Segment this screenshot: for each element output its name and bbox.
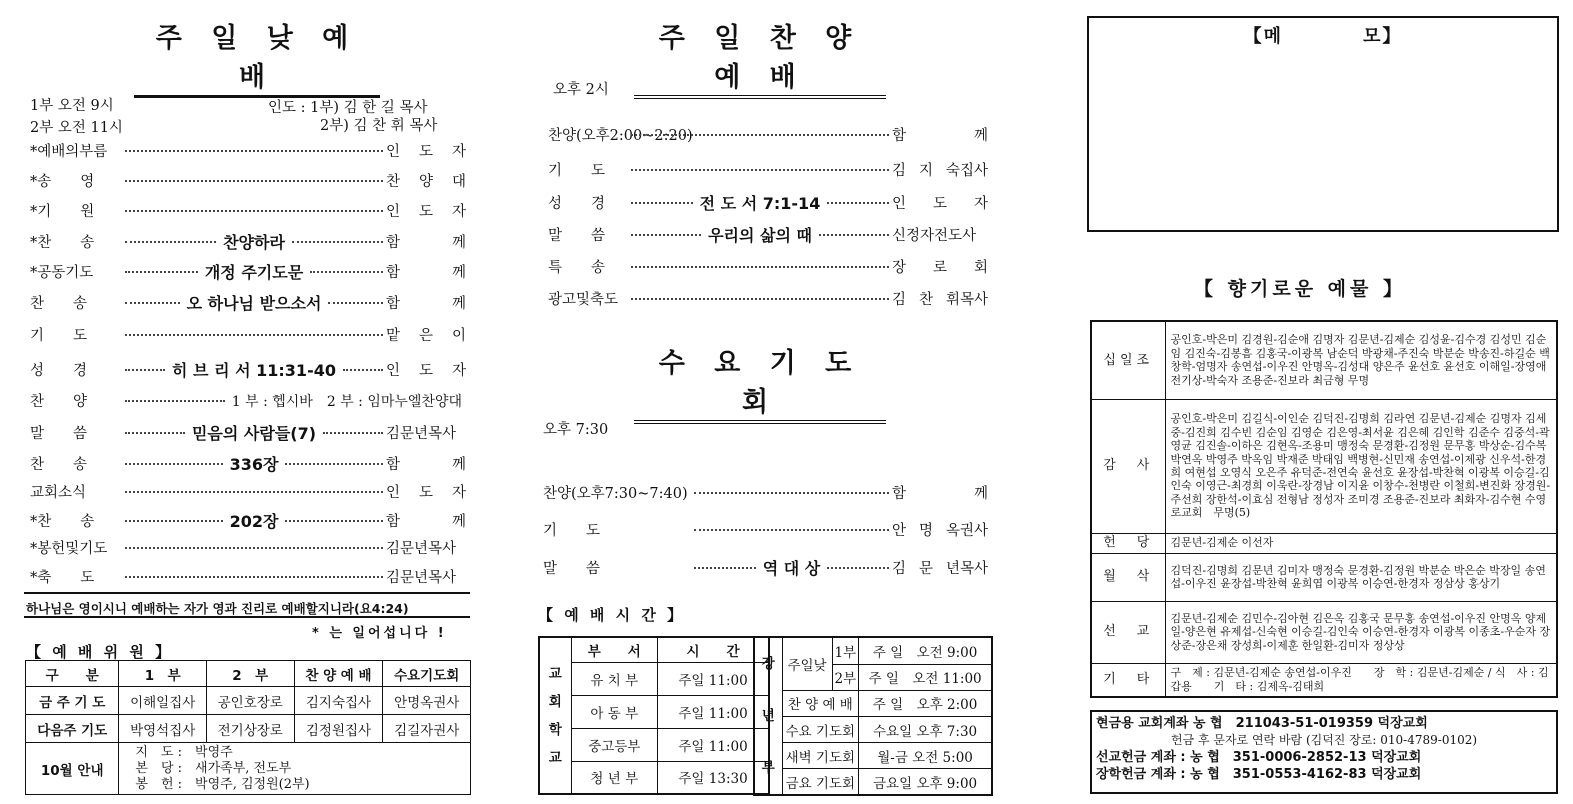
bank-info-box xyxy=(1090,710,1558,794)
praise-service-title: 주 일 찬 양 예 배 xyxy=(634,16,886,99)
adult-time: 금요일 오후 9:00 xyxy=(859,769,992,795)
table-row xyxy=(754,716,992,742)
order-row xyxy=(30,358,466,381)
leader-dots xyxy=(631,169,889,171)
order-person: 함 께 xyxy=(892,486,988,502)
bank-account-main: 현금용 교회계좌 농 협 211043-51-019359 덕장교회 xyxy=(1096,716,1428,731)
adult-service: 새벽 기도회 xyxy=(782,743,859,769)
leader-dots xyxy=(694,567,756,569)
committee-cell: 김정원집사 xyxy=(294,715,383,743)
school-time: 주일 11:00 xyxy=(658,728,769,761)
table-row xyxy=(1091,533,1557,553)
offering-category: 헌 당 xyxy=(1091,533,1165,553)
adult-time: 주 일 오후 2:00 xyxy=(859,690,992,716)
leader-dots xyxy=(125,369,165,371)
order-label: 특 송 xyxy=(548,260,606,276)
order-content: 개정 주기도문 xyxy=(204,263,304,282)
order-row xyxy=(548,159,988,180)
table-row xyxy=(1091,663,1557,697)
adult-label-char: 년 xyxy=(761,708,775,724)
order-row xyxy=(30,566,466,587)
order-row xyxy=(30,452,466,475)
school-dept: 중고등부 xyxy=(571,728,658,761)
order-row xyxy=(548,124,988,145)
leader-dots xyxy=(827,202,889,204)
order-person: 김문년목사 xyxy=(386,570,457,586)
leader-dots xyxy=(631,234,701,236)
offering-category: 십일조 xyxy=(1091,321,1165,399)
leader-dots xyxy=(125,576,383,578)
bank-account-mission: 선교헌금 계좌 : 농 협 351-0006-2852-13 덕장교회 xyxy=(1096,750,1422,765)
october-info xyxy=(119,743,471,795)
order-row xyxy=(30,230,466,253)
offering-category: 감 사 xyxy=(1091,399,1165,533)
leader-1: 인도 : 1부) 김 한 길 목사 xyxy=(268,100,428,116)
leader-dots xyxy=(125,491,383,493)
order-row xyxy=(30,324,466,345)
order-content: 202장 xyxy=(229,512,279,531)
order-person: 김 찬 휘목사 xyxy=(892,292,988,308)
leader-dots xyxy=(694,492,889,494)
school-label-char: 학 xyxy=(548,721,562,738)
order-person: 함 께 xyxy=(386,265,466,281)
leader-dots xyxy=(819,234,889,236)
table-row xyxy=(754,769,992,795)
committee-header: 2 부 xyxy=(206,661,294,687)
order-label: 기 도 xyxy=(548,163,606,179)
offering-names: 공인호-박은미 김경원-김순애 김명자 김문년-김제순 김성윤-김수경 김성민 김순임 김진숙-김봉흠 김홍국-이광복 남순덕 박광채-주진숙 박분순 박송진-하길순 백창학-엄명자 송연섭-이우진 안명옥-김성대 양은주 윤선호 윤선호 이해일-장영애 전기상-박숙자 조용준-진보라 최금형 무명 xyxy=(1165,321,1557,399)
order-label: *찬 송 xyxy=(30,235,95,251)
offering-names: 공인호-박은미 김길식-이인순 김덕진-김명희 김라연 김문년-김제순 김명자 김세중-김진희 김수빈 김순임 김영순 김은영-최서윤 김은혜 김인학 김준수 김중석-곽영균 김진솔-이하은 김현옥-조용미 맹정숙 문경환-김정원 문무홍 박상순-김수복 박연옥 박영주 박옥임 박재준 박태임 백병현-신민재 송연섭-이제광 신우석-한경희 여현섭 오영식 오은주 유덕준-전연숙 윤선호 윤장섭-박찬혁 이광복 이승길-김인숙 이영근-최경희 이욱란-장경남 이지윤 이창수-천병란 이철희-변진화 장경원-주선희 장한석-이효심 전형남 정성자 조미경 조용준-진보라 최화자-김수현 수영로교회 무명(5) xyxy=(1165,399,1557,533)
table-row xyxy=(539,662,769,695)
school-label-char: 교 xyxy=(548,749,562,766)
sunday-service-title: 주 일 낮 예 배 xyxy=(134,16,380,98)
order-label: *기 원 xyxy=(30,204,95,220)
offering-category: 월 삭 xyxy=(1091,553,1165,601)
order-row xyxy=(548,288,988,309)
committee-cell: 금 주 기 도 xyxy=(26,687,119,715)
leader-dots xyxy=(285,520,383,522)
order-row xyxy=(30,390,466,411)
adult-label-char: 부 xyxy=(761,760,775,776)
school-time: 주일 11:00 xyxy=(658,662,769,695)
table-row xyxy=(754,690,992,716)
table-row xyxy=(1091,601,1557,663)
october-label: 10월 안내 xyxy=(26,743,119,795)
order-person: 인 도 자 xyxy=(386,204,466,220)
leader-dots xyxy=(292,241,383,243)
committee-table xyxy=(25,660,471,795)
committee-header: 찬 양 예 배 xyxy=(294,661,383,687)
order-row xyxy=(548,191,988,214)
offering-names: 김문년-김제순 김민수-김아현 김은옥 김홍국 문무홍 송연섭-이우진 안명옥 양제일-양은현 유제섭-신숙현 이승길-김인숙 이승연-한경자 이광복 이종초-우순자 장상준-장은채 장성희-이제훈 한일환-김미자 정상상 xyxy=(1165,601,1557,663)
leader-dots xyxy=(125,400,225,402)
order-label: 찬 양 xyxy=(30,394,88,410)
order-row xyxy=(30,481,466,502)
order-person: 함 께 xyxy=(386,514,467,530)
order-label: *예배의부름 xyxy=(30,144,108,160)
table-row xyxy=(539,728,769,761)
leader-dots xyxy=(125,463,223,465)
order-row xyxy=(548,256,988,277)
order-person: 인 도 자 xyxy=(386,363,467,379)
leader-dots xyxy=(631,298,889,300)
order-person: 인 도 자 xyxy=(386,485,466,501)
order-person: 찬 양 대 xyxy=(386,174,466,190)
table-row xyxy=(754,637,992,664)
school-time: 주일 13:30 xyxy=(658,761,769,794)
wednesday-service-title: 수 요 기 도 회 xyxy=(634,341,886,424)
adult-schedule-table xyxy=(753,636,993,796)
leader-dots xyxy=(125,302,180,304)
offering-category: 기 타 xyxy=(1091,663,1165,697)
adult-label-char: 장 xyxy=(761,656,775,672)
leader-dots xyxy=(125,547,383,549)
service-time-1: 1부 오전 9시 xyxy=(30,98,114,114)
order-label: 말 씀 xyxy=(30,426,88,442)
stand-note: * 는 일어섭니다 ! xyxy=(312,626,447,641)
offering-names: 김덕진-김명희 김문년 김미자 맹정숙 문경환-김정원 박분순 박은순 박장일 송연섭-이우진 윤장섭-박찬혁 윤희엽 이광복 이승연-한경자 정삼상 홍상기 xyxy=(1165,553,1557,601)
leader-dots xyxy=(285,463,383,465)
verse-box xyxy=(24,592,470,618)
committee-cell: 전기상장로 xyxy=(206,715,294,743)
order-person: 인 도 자 xyxy=(892,196,988,212)
leader-2: 2부) 김 찬 휘 목사 xyxy=(320,118,438,134)
offering-title: 【 향기로운 예물 】 xyxy=(1194,278,1406,300)
order-label: *찬 송 xyxy=(30,514,95,530)
adult-time: 수요일 오후 7:30 xyxy=(859,716,992,742)
leader-dots xyxy=(631,266,889,268)
schedule-title: 【 예 배 시 간 】 xyxy=(538,606,686,624)
order-content: 우리의 삶의 때 xyxy=(708,226,812,245)
leader-dots xyxy=(343,369,383,371)
leader-dots xyxy=(125,180,383,182)
leader-dots xyxy=(125,520,223,522)
table-row xyxy=(26,687,471,715)
order-content: 오 하나님 받으소서 xyxy=(186,294,322,313)
order-person: 함 께 xyxy=(386,296,467,312)
order-label: 찬양(오후7:30~7:40) xyxy=(543,486,688,502)
order-content: 히 브 리 서 11:31-40 xyxy=(172,361,336,380)
order-row xyxy=(30,200,466,221)
school-label-char: 교 xyxy=(548,665,562,682)
order-label: 말 씀 xyxy=(548,228,606,244)
order-label: *송 영 xyxy=(30,174,95,190)
order-person: 맡 은 이 xyxy=(386,328,466,344)
october-line: 봉 헌 : 박영주, 김정원(2부) xyxy=(135,776,310,792)
order-label: 말 씀 xyxy=(543,561,601,577)
leader-dots xyxy=(125,432,185,434)
table-row xyxy=(1091,553,1557,601)
order-label: 광고및축도 xyxy=(548,292,619,308)
school-dept: 아 동 부 xyxy=(571,695,658,728)
order-row xyxy=(548,223,988,246)
memo-title: 【메 모】 xyxy=(1243,26,1403,47)
order-content: 336장 xyxy=(229,455,279,474)
leader-dots xyxy=(310,271,383,273)
committee-title: 【 예 배 위 원 】 xyxy=(26,643,174,661)
order-person: 김문년목사 xyxy=(386,541,457,557)
school-schedule-table xyxy=(538,636,770,795)
order-content: 전 도 서 7:1-14 xyxy=(699,194,821,213)
order-label: 찬 송 xyxy=(30,457,88,473)
leader-dots xyxy=(328,302,383,304)
adult-part: 2부 xyxy=(832,664,859,690)
adult-part: 1부 xyxy=(832,637,859,664)
order-label: *축 도 xyxy=(30,570,95,586)
order-person: 김 지 숙집사 xyxy=(892,163,988,179)
order-person: 함 께 xyxy=(892,128,988,144)
adult-service: 수요 기도회 xyxy=(782,716,859,742)
order-row xyxy=(30,291,466,314)
adult-time: 월-금 오전 5:00 xyxy=(859,743,992,769)
order-row xyxy=(543,519,988,540)
order-label: *공동기도 xyxy=(30,265,94,281)
committee-cell: 김길자권사 xyxy=(383,715,471,743)
leader-dots xyxy=(125,210,383,212)
school-dept: 유 치 부 xyxy=(571,662,658,695)
offering-category: 선 교 xyxy=(1091,601,1165,663)
order-label: 찬양(오후2:00~2:20) xyxy=(548,128,693,144)
order-person: 함 께 xyxy=(386,457,467,473)
leader-dots xyxy=(694,529,889,531)
order-label: *봉헌및기도 xyxy=(30,541,108,557)
committee-cell: 박영석집사 xyxy=(119,715,207,743)
order-content: 1 부 : 헵시바 2 부 : 임마누엘찬양대 xyxy=(231,393,462,410)
order-label: 기 도 xyxy=(543,523,601,539)
order-person: 김 문 년목사 xyxy=(892,561,989,577)
school-dept: 청 년 부 xyxy=(571,761,658,794)
offering-table xyxy=(1090,320,1558,698)
adult-label xyxy=(754,637,782,795)
order-row xyxy=(30,537,466,558)
order-person: 인 도 자 xyxy=(386,144,466,160)
committee-cell: 공인호장로 xyxy=(206,687,294,715)
school-header: 부 서 xyxy=(571,637,658,662)
leader-dots xyxy=(631,134,889,136)
leader-dots xyxy=(827,567,889,569)
committee-cell: 다음주 기도 xyxy=(26,715,119,743)
october-row xyxy=(26,743,471,795)
order-label: 성 경 xyxy=(30,363,88,379)
school-label xyxy=(539,637,571,794)
leader-dots xyxy=(631,202,693,204)
order-person: 신정자전도사 xyxy=(892,228,977,244)
verse-text: 하나님은 영이시니 예배하는 자가 영과 진리로 예배할지니라(요4:24) xyxy=(26,601,409,616)
october-line: 본 당 : 새가족부, 전도부 xyxy=(135,760,292,776)
service-time-2: 2부 오전 11시 xyxy=(30,120,123,136)
leader-dots xyxy=(323,432,383,434)
table-row xyxy=(26,715,471,743)
leader-dots xyxy=(125,334,383,336)
adult-time: 주 일 오전 11:00 xyxy=(859,664,992,690)
order-label: 성 경 xyxy=(548,196,606,212)
school-header: 시 간 xyxy=(658,637,769,662)
offering-names: 구 제 : 김문년-김제순 송연섭-이우진 장 학 : 김문년-김제순 / 식 사 : 김갑용 기 타 : 김제옥-김태희 xyxy=(1165,663,1557,697)
committee-header: 1 부 xyxy=(119,661,207,687)
table-row xyxy=(754,743,992,769)
order-label: 찬 송 xyxy=(30,296,88,312)
table-row xyxy=(539,695,769,728)
adult-time: 주 일 오전 9:00 xyxy=(859,637,992,664)
committee-cell: 김지숙집사 xyxy=(294,687,383,715)
order-row xyxy=(30,260,466,283)
adult-service: 주일낮 xyxy=(782,637,832,690)
table-row xyxy=(1091,321,1557,399)
bank-account-scholarship: 장학헌금 계좌 : 농 협 351-0553-4162-83 덕장교회 xyxy=(1096,767,1422,782)
leader-dots xyxy=(125,150,383,152)
order-person: 안 명 옥권사 xyxy=(892,523,988,539)
committee-cell: 안명옥권사 xyxy=(383,687,471,715)
order-person: 장 로 회 xyxy=(892,260,988,276)
order-row xyxy=(543,482,988,503)
leader-dots xyxy=(125,241,216,243)
order-row xyxy=(543,556,988,579)
order-content: 역 대 상 xyxy=(762,559,821,578)
adult-service: 금요 기도회 xyxy=(782,769,859,795)
table-row xyxy=(539,761,769,794)
order-content: 믿음의 사람들(7) xyxy=(191,424,317,443)
order-row xyxy=(30,509,466,532)
adult-service: 찬 양 예 배 xyxy=(782,690,859,716)
leader-dots xyxy=(125,271,198,273)
committee-header-row xyxy=(26,661,471,687)
order-person: 함 께 xyxy=(386,235,467,251)
order-row xyxy=(30,421,466,444)
praise-time: 오후 2시 xyxy=(553,82,609,98)
committee-header: 구 분 xyxy=(26,661,119,687)
order-label: 교회소식 xyxy=(30,485,87,501)
offering-names: 김문년-김제순 이선자 xyxy=(1165,533,1557,553)
october-line: 지 도 : 박영주 xyxy=(135,744,233,760)
bank-note: 헌금 후 문자로 연락 바람 (김덕진 장로: 010-4789-0102) xyxy=(1170,733,1478,747)
order-row xyxy=(30,140,466,161)
memo-box[interactable] xyxy=(1087,16,1559,232)
school-time: 주일 11:00 xyxy=(658,695,769,728)
committee-header: 수요기도회 xyxy=(383,661,471,687)
order-row xyxy=(30,170,466,191)
order-label: 기 도 xyxy=(30,328,88,344)
order-content: 찬양하라 xyxy=(223,233,285,252)
school-label-char: 회 xyxy=(548,693,562,710)
wednesday-time: 오후 7:30 xyxy=(543,422,609,438)
order-person: 김문년목사 xyxy=(386,426,457,442)
committee-cell: 이해일집사 xyxy=(119,687,207,715)
table-row xyxy=(1091,399,1557,533)
